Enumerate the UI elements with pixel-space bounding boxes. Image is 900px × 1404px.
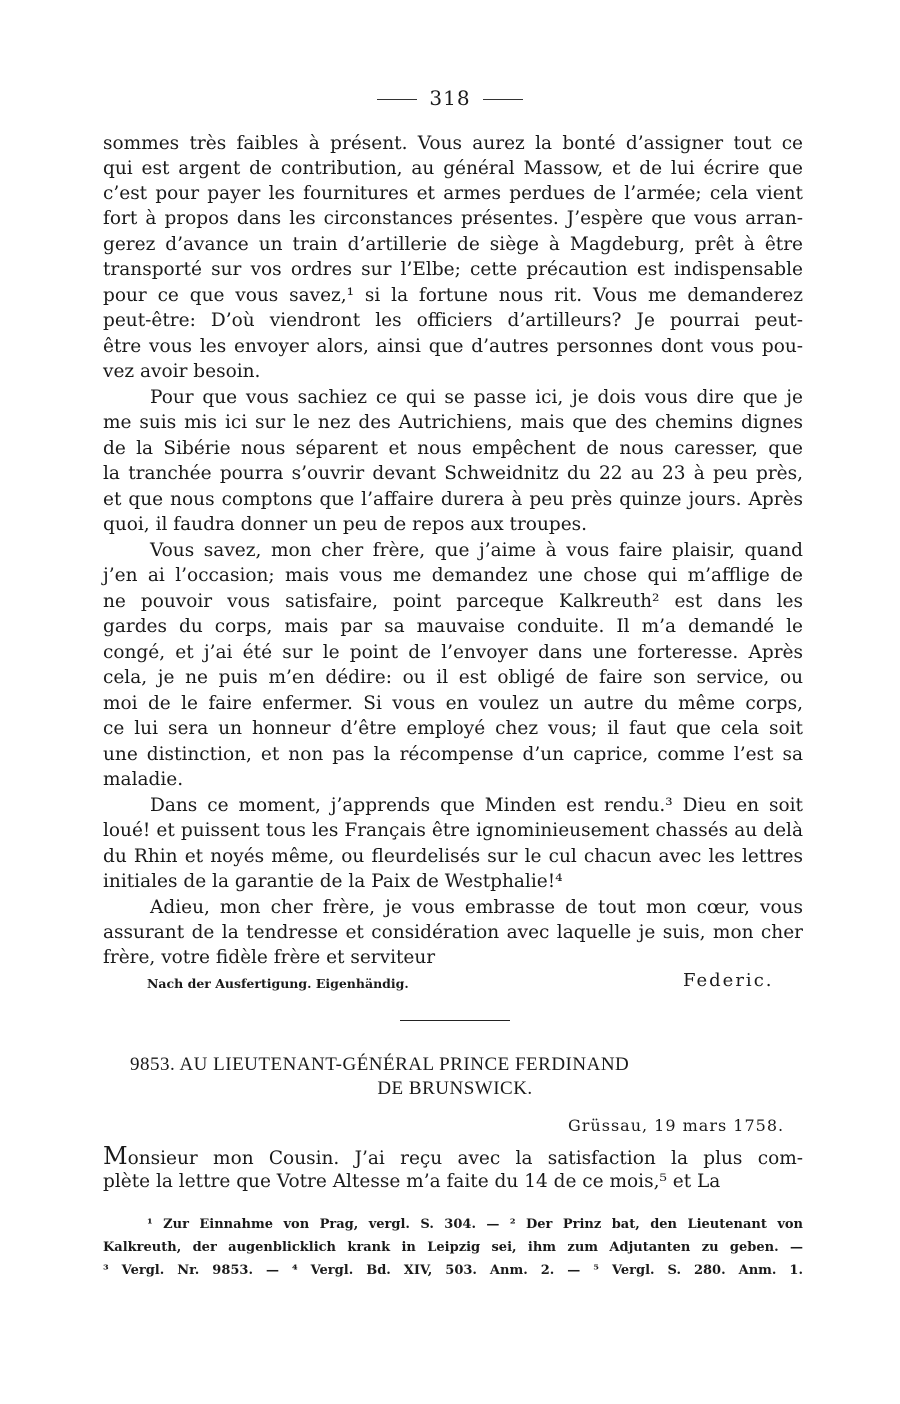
text-line-rest: onsieur mon Cousin. J’ai reçu avec la satisfaction la plus com- bbox=[127, 1148, 803, 1169]
page-number-dash-left bbox=[377, 99, 417, 100]
text-line: gardes du corps, mais par sa mauvaise conduite. Il m’a demandé le bbox=[103, 616, 803, 637]
text-line: être vous les envoyer alors, ainsi que d’autres personnes dont vous pou- bbox=[103, 336, 803, 357]
text-line bbox=[103, 1144, 803, 1171]
text-line: Vous savez, mon cher frère, que j’aime à vous faire plaisir, quand bbox=[150, 540, 803, 561]
text-line: la tranchée pourra s’ouvrir devant Schweidnitz du 22 au 23 à peu près, bbox=[103, 463, 803, 484]
text-line: initiales de la garantie de la Paix de Westphalie!⁴ bbox=[103, 871, 563, 892]
page-number-value: 318 bbox=[429, 86, 471, 110]
text-line: Dans ce moment, j’apprends que Minden est rendu.³ Dieu en soit bbox=[150, 795, 803, 816]
footnote-line: ¹ Zur Einnahme von Prag, vergl. S. 304. — ² Der Prinz bat, den Lieutenant von bbox=[147, 1217, 803, 1232]
dropcap: M bbox=[103, 1142, 128, 1170]
footnote-line: ³ Vergl. Nr. 9853. — ⁴ Vergl. Bd. XIV, 503. Anm. 2. — ⁵ Vergl. S. 280. Anm. 1. bbox=[103, 1263, 803, 1278]
place-date: Grüssau, 19 mars 1758. bbox=[568, 1116, 785, 1135]
text-line: plète la lettre que Votre Altesse m’a faite du 14 de ce mois,⁵ et La bbox=[103, 1171, 721, 1192]
letter-heading: 9853. AU LIEUTENANT-GÉNÉRAL PRINCE FERDINAND bbox=[130, 1054, 630, 1075]
footnote-line: Kalkreuth, der augenblicklich krank in Leipzig sei, ihm zum Adjutanten zu geben. — bbox=[103, 1240, 803, 1255]
page-number bbox=[0, 86, 900, 110]
letter-heading-continued: DE BRUNSWICK. bbox=[377, 1078, 533, 1099]
text-line: du Rhin et noyés même, ou fleurdelisés sur le cul chacun avec les lettres bbox=[103, 846, 803, 867]
text-line: frère, votre fidèle frère et serviteur bbox=[103, 947, 436, 968]
text-line: sommes très faibles à présent. Vous aurez la bonté d’assigner tout ce bbox=[103, 133, 803, 154]
text-line: cela, je ne puis m’en dédire: ou il est obligé de faire son service, ou bbox=[103, 667, 803, 688]
text-line: qui est argent de contribution, au général Massow, et de lui écrire que bbox=[103, 158, 803, 179]
text-line: vez avoir besoin. bbox=[103, 361, 261, 382]
source-note: Nach der Ausfertigung. Eigenhändig. bbox=[147, 976, 409, 991]
text-line: assurant de la tendresse et considération avec laquelle je suis, mon cher bbox=[103, 922, 803, 943]
text-line: congé, et j’ai été sur le point de l’envoyer dans une forteresse. Après bbox=[103, 642, 803, 663]
text-line: me suis mis ici sur le nez des Autrichiens, mais que des chemins dignes bbox=[103, 412, 803, 433]
text-line: c’est pour payer les fournitures et armes perdues de l’armée; cela vient bbox=[103, 183, 803, 204]
text-line: ne pouvoir vous satisfaire, point parceque Kalkreuth² est dans les bbox=[103, 591, 803, 612]
text-line: moi de le faire enfermer. Si vous en voulez un autre du même corps, bbox=[103, 693, 803, 714]
text-line: pour ce que vous savez,¹ si la fortune nous rit. Vous me demanderez bbox=[103, 285, 803, 306]
text-line: Pour que vous sachiez ce qui se passe ici, je dois vous dire que je bbox=[150, 387, 803, 408]
text-line: et que nous comptons que l’affaire durera à peu près quinze jours. Après bbox=[103, 489, 803, 510]
text-line: quoi, il faudra donner un peu de repos aux troupes. bbox=[103, 514, 588, 535]
page-number-dash-right bbox=[483, 99, 523, 100]
text-line: une distinction, et non pas la récompense d’un caprice, comme l’est sa bbox=[103, 744, 803, 765]
text-line: Adieu, mon cher frère, je vous embrasse de tout mon cœur, vous bbox=[150, 897, 803, 918]
text-line: peut-être: D’où viendront les officiers d’artilleurs? Je pourrai peut- bbox=[103, 310, 803, 331]
text-line: j’en ai l’occasion; mais vous me demandez une chose qui m’afflige de bbox=[103, 565, 803, 586]
text-line: maladie. bbox=[103, 769, 184, 790]
text-line: transporté sur vos ordres sur l’Elbe; cette précaution est indispensable bbox=[103, 259, 803, 280]
text-line: loué! et puissent tous les Français être ignominieusement chassés au delà bbox=[103, 820, 803, 841]
signature: Federic. bbox=[683, 970, 774, 991]
section-divider bbox=[400, 1020, 510, 1021]
text-line: fort à propos dans les circonstances présentes. J’espère que vous arran- bbox=[103, 208, 803, 229]
text-line: de la Sibérie nous séparent et nous empêchent de nous caresser, que bbox=[103, 438, 803, 459]
text-line: gerez d’avance un train d’artillerie de siège à Magdeburg, prêt à être bbox=[103, 234, 803, 255]
text-line: ce lui sera un honneur d’être employé chez vous; il faut que cela soit bbox=[103, 718, 803, 739]
